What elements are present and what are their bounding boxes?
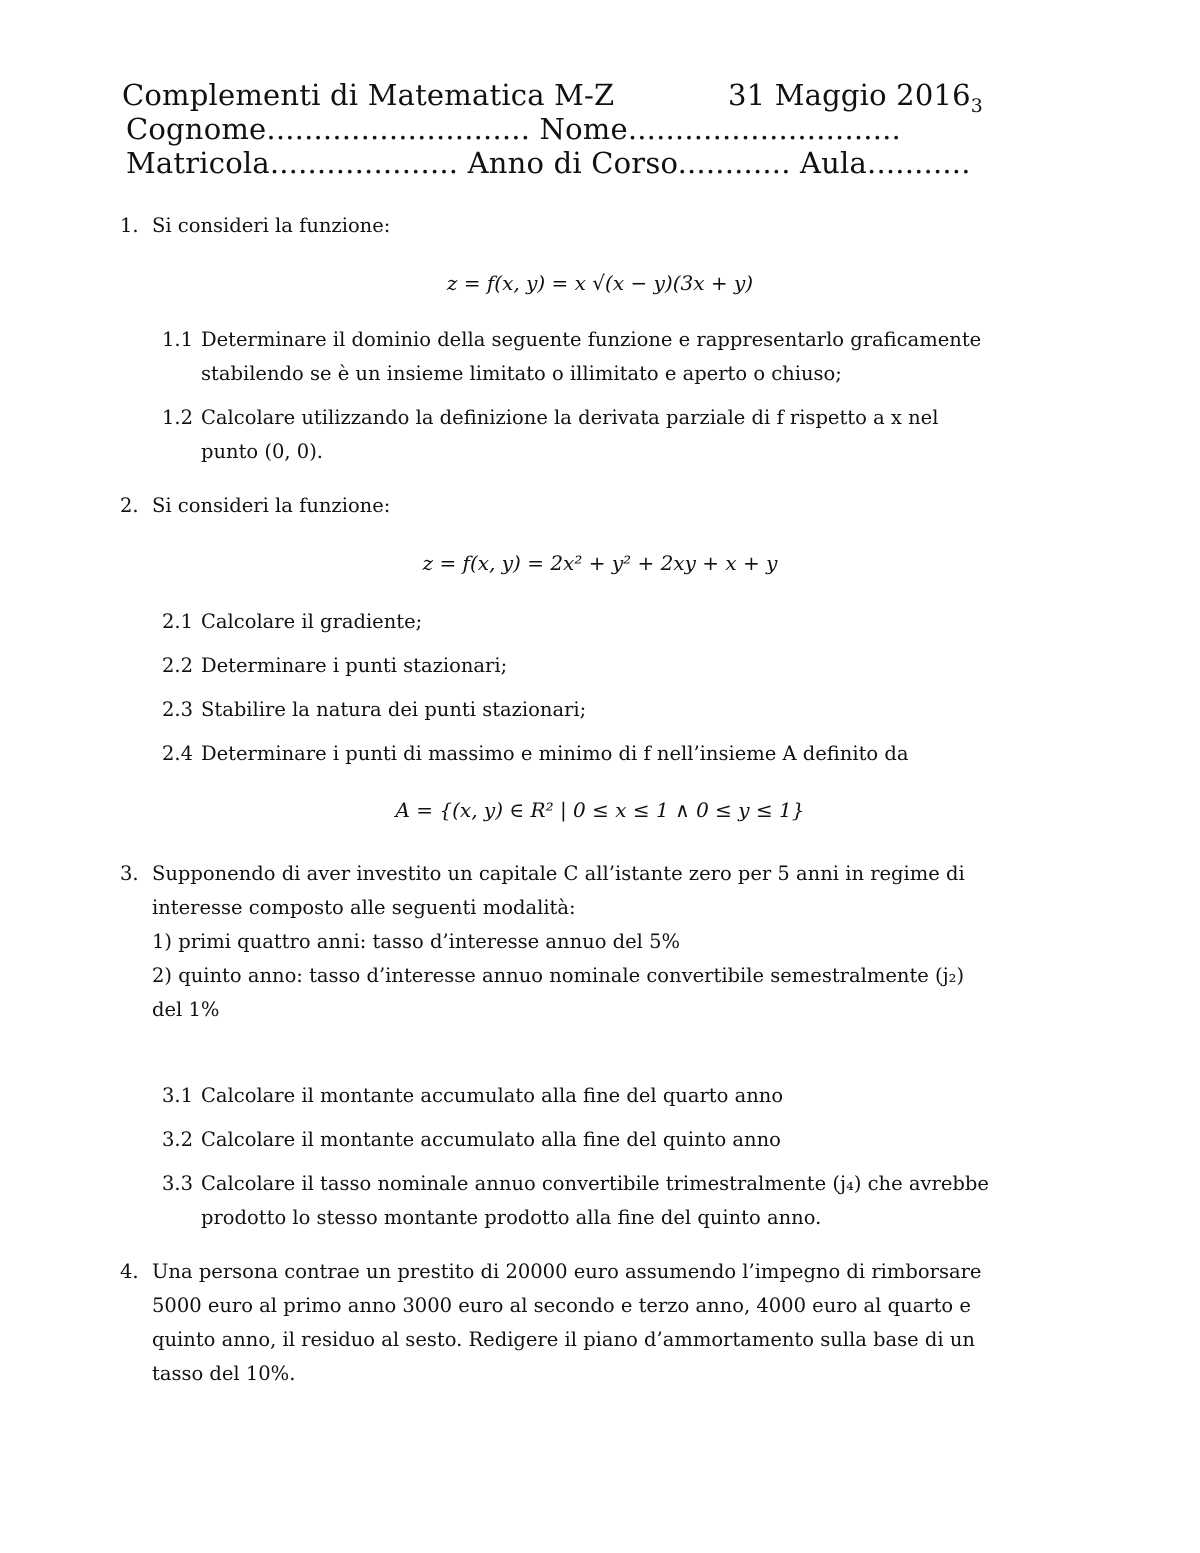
q4-number: 4.: [120, 1260, 139, 1283]
q3-line1: Supponendo di aver investito un capitale C all’istante zero per 5 anni in regime di: [152, 862, 965, 885]
exam-date-text: 31 Maggio 2016: [728, 78, 971, 112]
exam-date: [728, 78, 983, 117]
q4-line3: quinto anno, il residuo al sesto. Redigere il piano d’ammortamento sulla base di un: [152, 1328, 975, 1351]
q3-1-number: 3.1: [162, 1084, 194, 1107]
q1-1-line1: Determinare il dominio della seguente funzione e rappresentarlo graficamente: [201, 328, 982, 351]
q2-2-number: 2.2: [162, 654, 194, 677]
q3-3-line1: Calcolare il tasso nominale annuo convertibile trimestralmente (j₄) che avrebbe: [201, 1172, 989, 1195]
q2-1-number: 2.1: [162, 610, 194, 633]
name-fields-line: Cognome............................ Nome.............................: [126, 112, 901, 146]
q4-line4: tasso del 10%.: [152, 1362, 296, 1385]
q2-1-text: Calcolare il gradiente;: [201, 610, 423, 633]
q3-line4: 2) quinto anno: tasso d’interesse annuo nominale convertibile semestralmente (j₂): [152, 964, 965, 987]
q2-3-text: Stabilire la natura dei punti stazionari;: [201, 698, 587, 721]
q3-3-line2: prodotto lo stesso montante prodotto alla fine del quinto anno.: [201, 1206, 822, 1229]
q3-2-number: 3.2: [162, 1128, 194, 1151]
course-title: Complementi di Matematica M-Z: [122, 78, 615, 112]
q3-line2: interesse composto alle seguenti modalità:: [152, 896, 576, 919]
q4-line2: 5000 euro al primo anno 3000 euro al secondo e terzo anno, 4000 euro al quarto e: [152, 1294, 971, 1317]
q1-number: 1.: [120, 214, 139, 237]
q3-2-text: Calcolare il montante accumulato alla fine del quinto anno: [201, 1128, 781, 1151]
q1-2-line2: punto (0, 0).: [201, 440, 323, 463]
q3-line3: 1) primi quattro anni: tasso d’interesse annuo del 5%: [152, 930, 681, 953]
q3-3-number: 3.3: [162, 1172, 194, 1195]
q3-number: 3.: [120, 862, 139, 885]
exam-date-sub: 3: [970, 95, 983, 117]
q2-4-number: 2.4: [162, 742, 194, 765]
q3-line5: del 1%: [152, 998, 220, 1021]
q2-3-number: 2.3: [162, 698, 194, 721]
q1-formula: z = f(x, y) = x √(x − y)(3x + y): [446, 271, 754, 295]
q2-number: 2.: [120, 494, 139, 517]
enrollment-fields-line: Matricola.................... Anno di Corso............ Aula...........: [126, 146, 971, 180]
q2-2-text: Determinare i punti stazionari;: [201, 654, 508, 677]
q1-1-line2: stabilendo se è un insieme limitato o illimitato e aperto o chiuso;: [201, 362, 842, 385]
q2-intro: Si consideri la funzione:: [152, 494, 391, 517]
q1-1-number: 1.1: [162, 328, 194, 351]
q3-1-text: Calcolare il montante accumulato alla fine del quarto anno: [201, 1084, 784, 1107]
q2-formula: z = f(x, y) = 2x² + y² + 2xy + x + y: [422, 551, 778, 575]
q1-intro: Si consideri la funzione:: [152, 214, 391, 237]
q2-set-formula: A = {(x, y) ∈ R² | 0 ≤ x ≤ 1 ∧ 0 ≤ y ≤ 1}: [395, 798, 805, 822]
q1-2-number: 1.2: [162, 406, 194, 429]
q2-4-text: Determinare i punti di massimo e minimo di f nell’insieme A definito da: [201, 742, 909, 765]
q4-line1: Una persona contrae un prestito di 20000 euro assumendo l’impegno di rimborsare: [152, 1260, 982, 1283]
q1-2-line1: Calcolare utilizzando la definizione la derivata parziale di f rispetto a x nel: [201, 406, 939, 429]
